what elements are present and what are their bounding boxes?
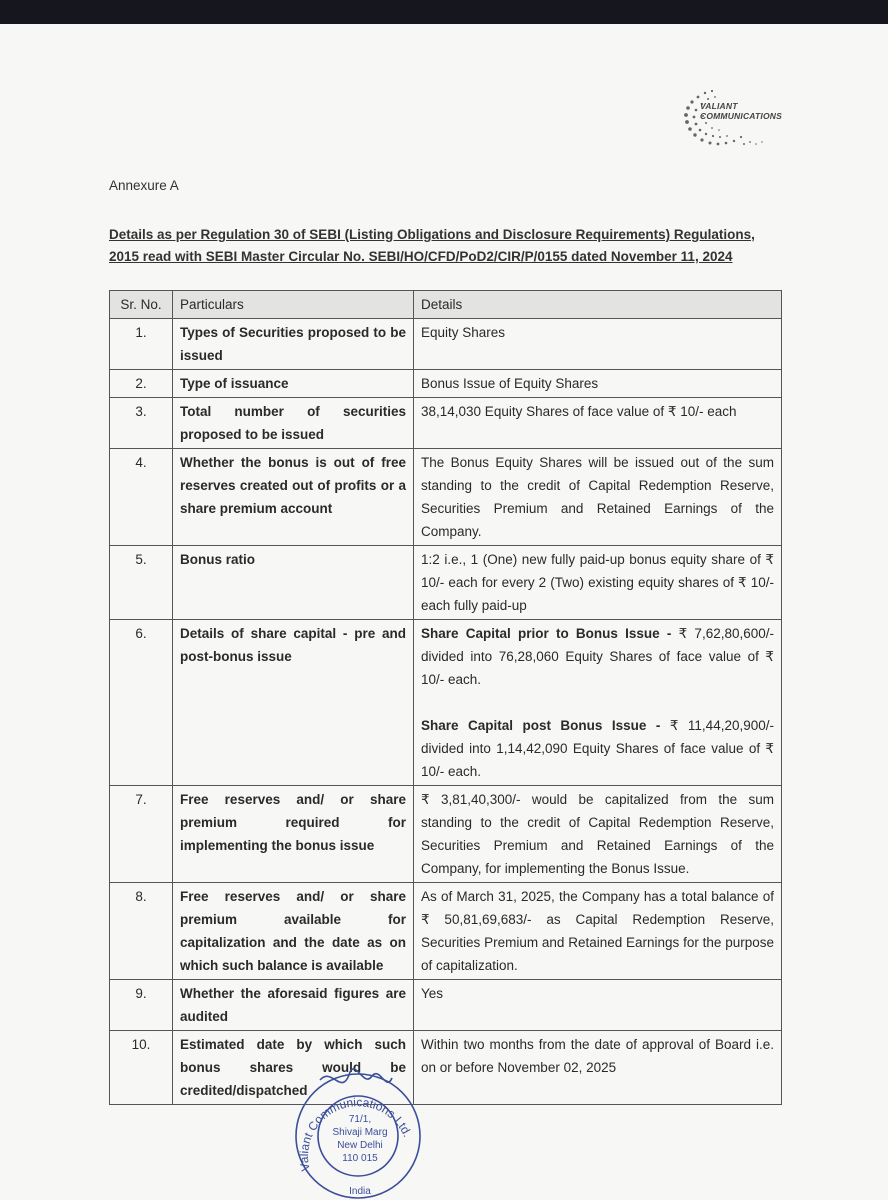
row-particular: Free reserves and/ or share premium required for implementing the bonus issue (173, 786, 414, 883)
row-sr: 4. (110, 449, 173, 546)
header-details: Details (414, 291, 782, 319)
row-particular: Details of share capital - pre and post-bonus issue (173, 620, 414, 786)
logo-line-1: VALIANT (700, 101, 738, 111)
row-sr: 3. (110, 398, 173, 449)
stamp-line-3: New Delhi (337, 1140, 383, 1151)
pre-bonus-capital (421, 622, 774, 691)
table-row (110, 786, 782, 883)
disclosure-table (109, 290, 782, 1105)
row-sr: 5. (110, 546, 173, 620)
row-sr: 2. (110, 370, 173, 398)
row-detail: As of March 31, 2025, the Company has a total balance of ₹ 50,81,69,683/- as Capital Redemption Reserve, Securities Premium and Retained Earnings for the purpose of capitalization. (414, 883, 782, 980)
row-sr: 6. (110, 620, 173, 786)
row-detail: Bonus Issue of Equity Shares (414, 370, 782, 398)
spacer (421, 691, 774, 714)
header-particulars: Particulars (173, 291, 414, 319)
table-row (110, 449, 782, 546)
table-row (110, 883, 782, 980)
row-particular: Type of issuance (173, 370, 414, 398)
row-detail: The Bonus Equity Shares will be issued out of the sum standing to the credit of Capital Redemption Reserve, Securities Premium and Retained Earnings of the Company. (414, 449, 782, 546)
annexure-title: Annexure A (109, 178, 179, 193)
table-row (110, 620, 782, 786)
stamp-line-1: 71/1, (348, 1114, 372, 1125)
table-row (110, 319, 782, 370)
row-particular: Free reserves and/ or share premium available for capitalization and the date as on which such balance is available (173, 883, 414, 980)
pre-bonus-label: Share Capital prior to Bonus Issue - (421, 626, 672, 641)
row-detail: Yes (414, 980, 782, 1031)
header-sr-no: Sr. No. (110, 291, 173, 319)
stamp-ring-text: Valiant Communications Ltd. (296, 1095, 415, 1173)
stamp-line-5: India (349, 1186, 371, 1197)
post-bonus-capital (421, 714, 774, 783)
post-bonus-label: Share Capital post Bonus Issue - (421, 718, 661, 733)
heading-line-2: 2015 read with SEBI Master Circular No. SEBI/HO/CFD/PoD2/CIR/P/0155 dated November 11, 2024 (109, 249, 733, 264)
row-particular: Types of Securities proposed to be issued (173, 319, 414, 370)
row-particular: Bonus ratio (173, 546, 414, 620)
post-bonus-value: ₹ 11,44,20,900/- divided into 1,14,42,090 Equity Shares of face value of ₹ 10/- each. (421, 718, 774, 779)
row-detail: Equity Shares (414, 319, 782, 370)
stamp-line-4: 110 015 (342, 1153, 378, 1164)
table-row (110, 370, 782, 398)
table-row (110, 546, 782, 620)
table-row (110, 980, 782, 1031)
row-detail: 1:2 i.e., 1 (One) new fully paid-up bonus equity share of ₹ 10/- each for every 2 (Two) existing equity shares of ₹ 10/- each fully paid-up (414, 546, 782, 620)
table-row (110, 1031, 782, 1105)
company-stamp (280, 1058, 430, 1200)
row-detail: ₹ 3,81,40,300/- would be capitalized from the sum standing to the credit of Capital Redemption Reserve, Securities Premium and Retained Earnings of the Company, for implementing the Bonus Issue. (414, 786, 782, 883)
row-detail: Within two months from the date of approval of Board i.e. on or before November 02, 2025 (414, 1031, 782, 1105)
table-row (110, 398, 782, 449)
logo-wordmark (700, 101, 782, 121)
table-header-row (110, 291, 782, 319)
row-sr: 1. (110, 319, 173, 370)
pre-bonus-value: ₹ 7,62,80,600/- divided into 76,28,060 Equity Shares of face value of ₹ 10/- each. (421, 626, 774, 687)
row-particular: Whether the aforesaid figures are audited (173, 980, 414, 1031)
row-sr: 9. (110, 980, 173, 1031)
row-particular: Total number of securities proposed to be issued (173, 398, 414, 449)
heading-line-1: Details as per Regulation 30 of SEBI (Listing Obligations and Disclosure Requirements) Regulations, (109, 227, 755, 242)
top-dark-bar (0, 0, 888, 24)
row-detail-share-capital (414, 620, 782, 786)
row-sr: 10. (110, 1031, 173, 1105)
row-detail: 38,14,030 Equity Shares of face value of ₹ 10/- each (414, 398, 782, 449)
row-sr: 8. (110, 883, 173, 980)
document-heading (109, 224, 797, 268)
row-particular: Estimated date by which such bonus shares would be credited/dispatched (173, 1031, 414, 1105)
stamp-line-2: Shivaji Marg (332, 1127, 388, 1138)
logo-line-2: COMMUNICATIONS (700, 111, 782, 121)
row-sr: 7. (110, 786, 173, 883)
row-particular: Whether the bonus is out of free reserves created out of profits or a share premium account (173, 449, 414, 546)
